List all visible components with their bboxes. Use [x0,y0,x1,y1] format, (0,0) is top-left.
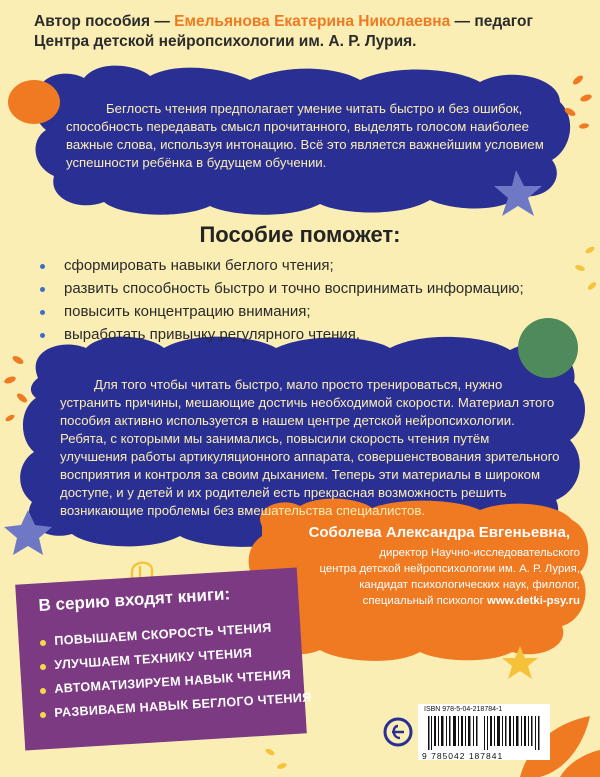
signature-description [250,545,580,609]
list-item: повысить концентрацию внимания; [38,301,524,324]
signature-line: центра детской нейропсихологии им. А. Р. Лурия, [319,563,580,575]
author-name: Емельянова Екатерина Николаевна [174,13,451,30]
help-heading: Пособие поможет: [199,222,401,247]
series-item: АВТОМАТИЗИРУЕМ НАВЫК ЧТЕНИЯ [54,667,292,696]
author-role: — педагог [454,13,533,30]
website-link[interactable]: www.detki-psy.ru [486,595,580,607]
signature-line: кандидат психологических наук, филолог, [359,579,580,591]
orange-blob [8,80,60,124]
author-prefix: Автор пособия — [34,13,170,30]
barcode-bars [428,716,546,750]
green-circle [518,318,578,378]
series-title: В серию входят книги: [38,584,231,615]
series-item: УЛУЧШАЕМ ТЕХНИКУ ЧТЕНИЯ [54,645,253,672]
series-item: ПОВЫШАЕМ СКОРОСТЬ ЧТЕНИЯ [54,620,272,648]
sprig-shape [3,354,28,422]
list-item: развить способность быстро и точно воспринимать информацию; [38,278,524,301]
barcode-number: 9 785042 187841 [422,751,504,761]
method-paragraph: Для того чтобы читать быстро, мало просто тренироваться, нужно устранить причины, мешающие достичь необходимой скорости. Материал этого пособия активно используется в нашем центре детской нейропсихологии. Ребята, с которыми мы занимались, повысили скорость чтения путём улучшения работы артикуляционного аппарата, совершенствования зрительного восприятия и контроля за своим дыханием. Теперь эти материалы в широком доступе, и у детей и их родителей есть прекрасная возможность решить возникающие проблемы без вмешательства специалистов. [60,377,560,518]
signature-line: специальный психолог [362,595,484,607]
list-item: выработать привычку регулярного чтения. [38,324,524,347]
signature-line: директор Научно-исследовательского [379,547,580,559]
help-list [38,255,524,347]
intro-paragraph: Беглость чтения предполагает умение читать быстро и без ошибок, способность передавать смысл прочитанного, выделять голосом наиболее важные слова, используя интонацию. Всё это является важнейшим условием успешности ребёнка в будущем обучении. [66,101,544,170]
signature-name: Соболева Александра Евгеньевна, [308,524,570,541]
series-item: РАЗВИВАЕМ НАВЫК БЕГЛОГО ЧТЕНИЯ [54,690,312,720]
author-affiliation: Центра детской нейропсихологии им. А. Р. Лурия. [34,33,417,50]
author-info [34,12,574,52]
list-item: сформировать навыки беглого чтения; [38,255,524,278]
isbn-label: ISBN 978-5-04-218784-1 [424,706,503,713]
